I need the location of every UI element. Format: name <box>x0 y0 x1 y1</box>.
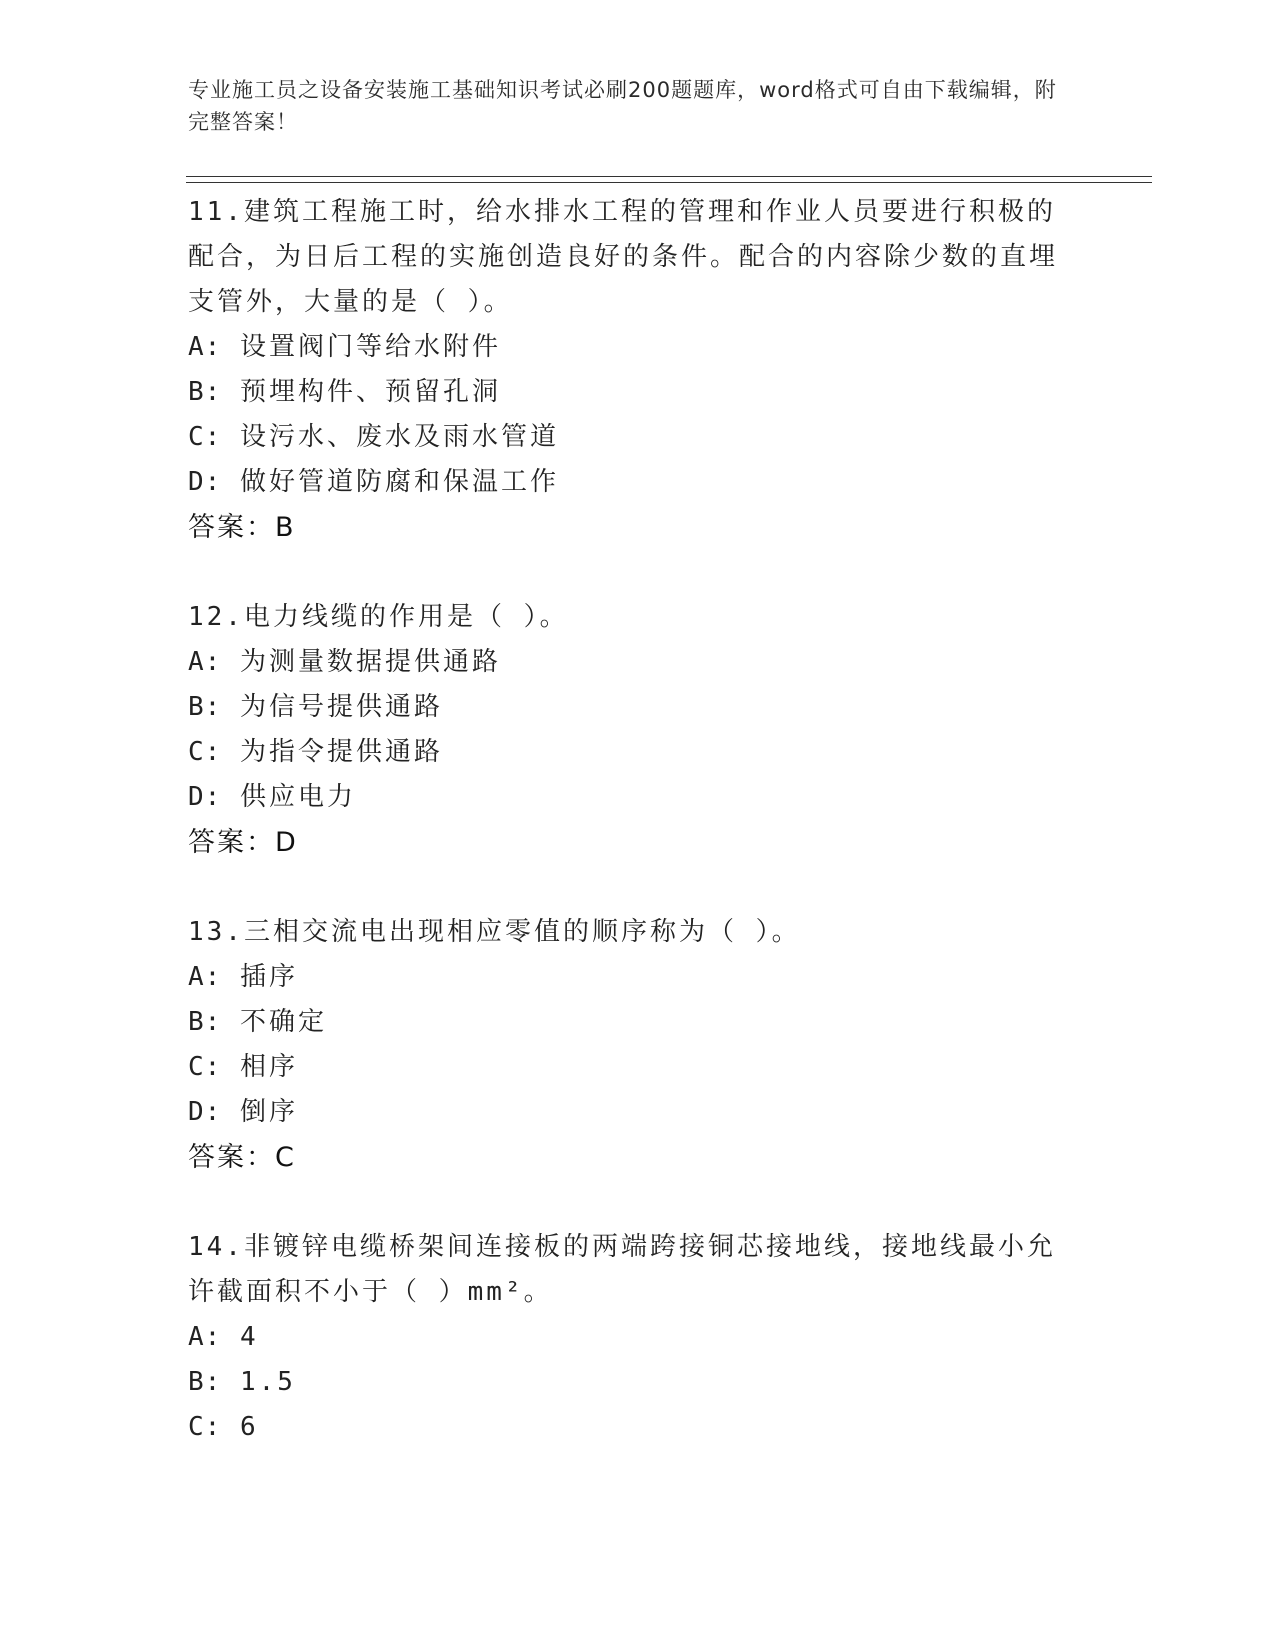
option-a <box>188 1315 1068 1360</box>
page-header: 专业施工员之设备安装施工基础知识考试必刷200题题库，word格式可自由下载编辑，附完整答案！ <box>188 78 1057 134</box>
option-letter: B: <box>188 1007 222 1037</box>
option-text: 做好管道防腐和保温工作 <box>239 467 559 497</box>
option-letter: A: <box>188 332 222 362</box>
header-divider-thick <box>186 176 1152 177</box>
option-text: 供应电力 <box>239 782 356 812</box>
option-letter: D: <box>188 467 222 497</box>
option-text: 倒序 <box>239 1097 298 1127</box>
option-b <box>188 370 1068 415</box>
question-stem: 11.建筑工程施工时，给水排水工程的管理和作业人员要进行积极的配合，为日后工程的实施创造良好的条件。配合的内容除少数的直埋支管外，大量的是（ ）。 <box>188 197 1059 317</box>
header-divider-thin <box>186 182 1152 183</box>
option-letter: C: <box>188 422 222 452</box>
option-letter: A: <box>188 962 222 992</box>
option-a <box>188 640 1088 685</box>
option-text: 设污水、废水及雨水管道 <box>239 422 559 452</box>
option-b <box>188 1000 1088 1045</box>
option-b <box>188 1360 1068 1405</box>
option-text: 为信号提供通路 <box>239 692 443 722</box>
question-13 <box>188 910 1088 1180</box>
answer: 答案：B <box>188 512 296 543</box>
question-stem: 13.三相交流电出现相应零值的顺序称为（ ）。 <box>188 917 801 947</box>
answer: 答案：C <box>188 1142 296 1173</box>
option-letter: C: <box>188 737 222 767</box>
option-letter: B: <box>188 1367 222 1397</box>
option-letter: C: <box>188 1412 222 1442</box>
option-c <box>188 730 1088 775</box>
option-letter: B: <box>188 692 222 722</box>
option-c <box>188 1045 1088 1090</box>
option-text: 6 <box>239 1412 259 1442</box>
option-a <box>188 325 1068 370</box>
question-list <box>188 190 1088 1495</box>
option-d <box>188 1090 1088 1135</box>
question-12 <box>188 595 1088 865</box>
option-d <box>188 460 1068 505</box>
option-letter: C: <box>188 1052 222 1082</box>
option-text: 相序 <box>239 1052 298 1082</box>
option-a <box>188 955 1088 1000</box>
option-letter: A: <box>188 647 222 677</box>
option-c <box>188 415 1068 460</box>
option-text: 插序 <box>239 962 298 992</box>
option-letter: D: <box>188 1097 222 1127</box>
option-text: 1.5 <box>239 1367 296 1397</box>
option-text: 4 <box>239 1322 259 1352</box>
option-letter: B: <box>188 377 222 407</box>
option-text: 不确定 <box>239 1007 327 1037</box>
question-stem: 14.非镀锌电缆桥架间连接板的两端跨接铜芯接地线，接地线最小允许截面积不小于（ ）mm²。 <box>188 1232 1056 1307</box>
option-b <box>188 685 1088 730</box>
option-d <box>188 775 1088 820</box>
option-text: 为测量数据提供通路 <box>239 647 501 677</box>
question-stem: 12.电力线缆的作用是（ ）。 <box>188 602 569 632</box>
option-text: 预埋构件、预留孔洞 <box>239 377 501 407</box>
question-14 <box>188 1225 1068 1450</box>
question-11 <box>188 190 1068 550</box>
answer: 答案：D <box>188 827 298 858</box>
option-text: 为指令提供通路 <box>239 737 443 767</box>
option-letter: A: <box>188 1322 222 1352</box>
option-c <box>188 1405 1068 1450</box>
option-text: 设置阀门等给水附件 <box>239 332 501 362</box>
option-letter: D: <box>188 782 222 812</box>
